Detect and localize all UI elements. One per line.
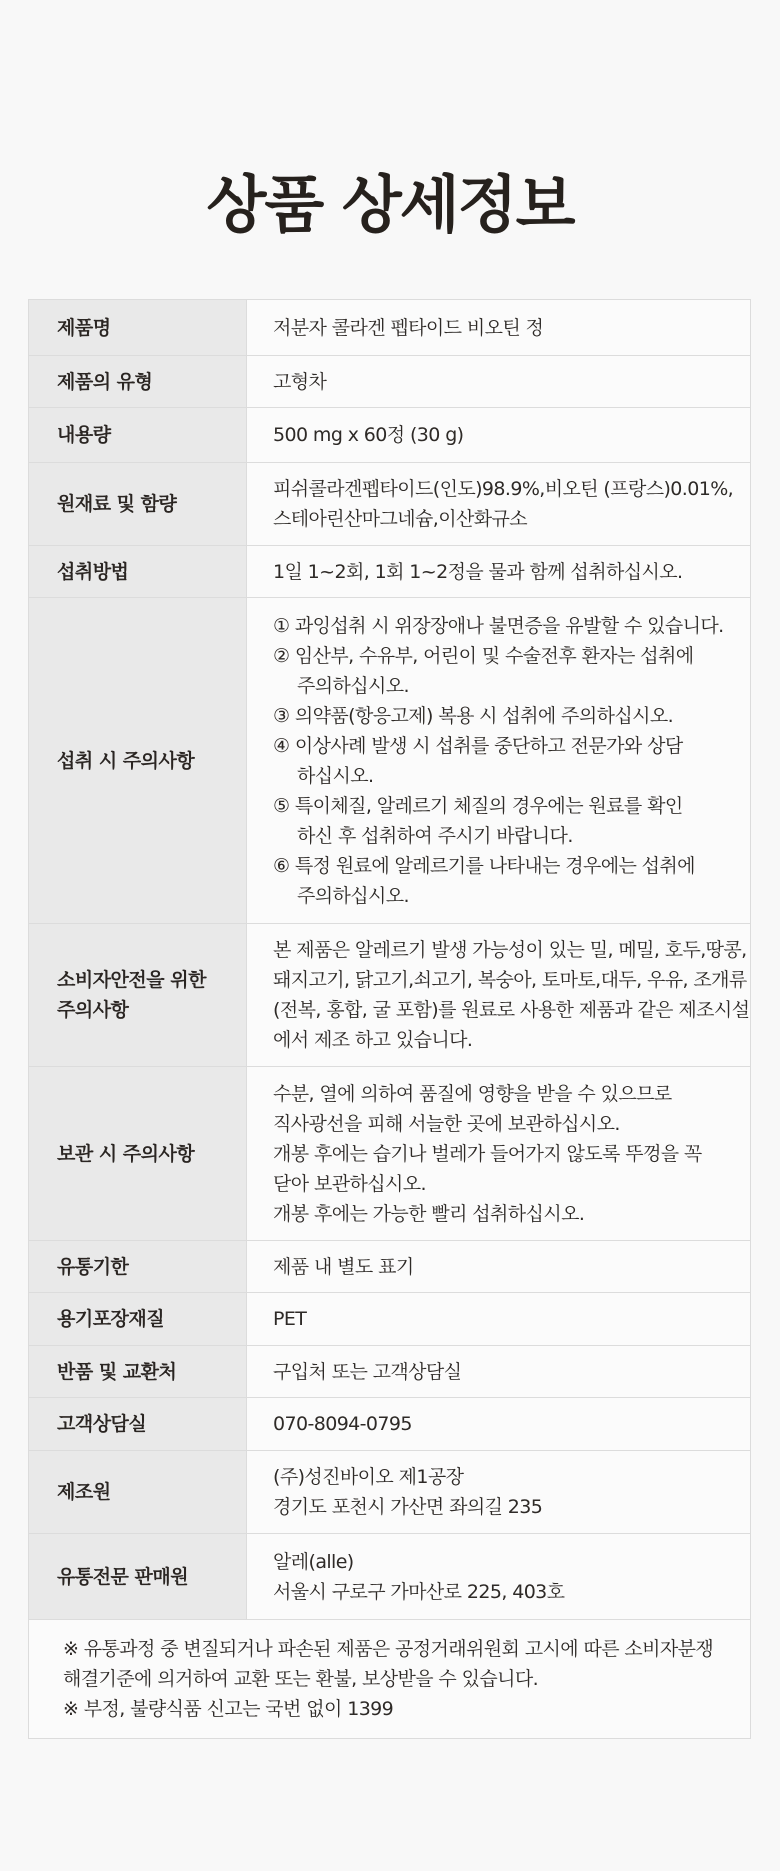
row-value <box>247 546 750 597</box>
label-text: 유통기한 <box>57 1255 129 1278</box>
value-line: ③ 의약품(항응고제) 복용 시 섭취에 주의하십시오. <box>273 704 674 727</box>
row-label <box>29 598 247 923</box>
value-line: 구입처 또는 고객상담실 <box>273 1360 462 1383</box>
value-line: 닫아 보관하십시오. <box>273 1172 426 1195</box>
product-info-table <box>28 299 751 1739</box>
row-label <box>29 356 247 407</box>
row-value <box>247 1293 750 1345</box>
label-text: 유통전문 판매원 <box>57 1565 189 1588</box>
row-label <box>29 1241 247 1292</box>
label-text: 주의사항 <box>57 999 129 1021</box>
value-line: ⑤ 특이체질, 알레르기 체질의 경우에는 원료를 확인 <box>273 794 683 817</box>
row-value <box>247 1241 750 1292</box>
value-line: PET <box>273 1308 307 1330</box>
table-row <box>29 924 750 1067</box>
value-line: 하십시오. <box>297 764 374 787</box>
label-text: 소비자안전을 위한 <box>57 969 206 991</box>
row-label <box>29 300 247 355</box>
row-value <box>247 924 757 1066</box>
row-label <box>29 463 247 545</box>
row-value <box>247 1398 750 1450</box>
value-line: (전복, 홍합, 굴 포함)를 원료로 사용한 제품과 같은 제조시설 <box>273 999 750 1021</box>
table-row <box>29 463 750 546</box>
row-label <box>29 546 247 597</box>
value-line: 스테아린산마그네슘,이산화규소 <box>273 508 527 530</box>
label-text: 용기포장재질 <box>57 1308 165 1330</box>
row-label <box>29 1067 247 1240</box>
value-line: 주의하십시오. <box>297 884 409 907</box>
table-row <box>29 1346 750 1398</box>
row-label <box>29 1293 247 1345</box>
table-row <box>29 300 750 356</box>
label-text: 내용량 <box>57 424 111 446</box>
value-line: 경기도 포천시 가산면 좌의길 235 <box>273 1496 543 1518</box>
row-label <box>29 1398 247 1450</box>
row-label <box>29 408 247 462</box>
table-row <box>29 1534 750 1620</box>
row-label <box>29 1534 247 1619</box>
value-line: 제품 내 별도 표기 <box>273 1255 414 1278</box>
label-text: 원재료 및 함량 <box>57 493 177 515</box>
value-line: ④ 이상사례 발생 시 섭취를 중단하고 전문가와 상담 <box>273 734 683 757</box>
label-text: 제품의 유형 <box>57 370 153 393</box>
notice-line: ※ 부정, 불량식품 신고는 국번 없이 1399 <box>63 1698 394 1720</box>
value-line: 1일 1~2회, 1회 1~2정을 물과 함께 섭취하십시오. <box>273 560 683 583</box>
label-text: 보관 시 주의사항 <box>57 1142 195 1165</box>
table-row <box>29 408 750 463</box>
page-title: 상품 상세정보 <box>206 168 574 241</box>
row-label <box>29 1346 247 1397</box>
value-line: 에서 제조 하고 있습니다. <box>273 1029 473 1051</box>
value-line: ⑥ 특정 원료에 알레르기를 나타내는 경우에는 섭취에 <box>273 854 695 877</box>
table-row <box>29 1398 750 1451</box>
notice-line: ※ 유통과정 중 변질되거나 파손된 제품은 공정거래위원회 고시에 따른 소비자분쟁 <box>63 1638 714 1660</box>
value-line: ① 과잉섭취 시 위장장애나 불면증을 유발할 수 있습니다. <box>273 614 724 637</box>
value-line: 본 제품은 알레르기 발생 가능성이 있는 밀, 메밀, 호두,땅콩, <box>273 939 747 961</box>
value-line: 돼지고기, 닭고기,쇠고기, 복숭아, 토마토,대두, 우유, 조개류 <box>273 969 747 991</box>
notice-line: 해결기준에 의거하여 교환 또는 환불, 보상받을 수 있습니다. <box>63 1668 539 1690</box>
row-value <box>247 463 750 545</box>
value-line: 개봉 후에는 가능한 빨리 섭취하십시오. <box>273 1202 585 1225</box>
value-line: 서울시 구로구 가마산로 225, 403호 <box>273 1580 565 1603</box>
label-text: 섭취 시 주의사항 <box>57 749 195 772</box>
row-value <box>247 408 750 462</box>
table-row <box>29 1067 750 1241</box>
value-line: 개봉 후에는 습기나 벌레가 들어가지 않도록 뚜껑을 꼭 <box>273 1142 702 1165</box>
value-line: 500 mg x 60정 (30 g) <box>273 424 464 446</box>
table-row <box>29 1293 750 1346</box>
row-label <box>29 924 247 1066</box>
table-row <box>29 356 750 408</box>
table-row <box>29 1451 750 1534</box>
row-value <box>247 1534 750 1619</box>
value-line: 수분, 열에 의하여 품질에 영향을 받을 수 있으므로 <box>273 1082 672 1105</box>
value-line: ② 임산부, 수유부, 어린이 및 수술전후 환자는 섭취에 <box>273 644 694 667</box>
row-label <box>29 1451 247 1533</box>
row-value <box>247 1067 750 1240</box>
row-value <box>247 1346 750 1397</box>
value-line: (주)성진바이오 제1공장 <box>273 1466 464 1488</box>
label-text: 섭취방법 <box>57 560 129 583</box>
row-value <box>247 300 750 355</box>
table-row <box>29 546 750 598</box>
label-text: 제조원 <box>57 1481 111 1503</box>
value-line: 070-8094-0795 <box>273 1413 412 1435</box>
label-text: 반품 및 교환처 <box>57 1360 177 1383</box>
table-row <box>29 1241 750 1293</box>
value-line: 직사광선을 피해 서늘한 곳에 보관하십시오. <box>273 1112 620 1135</box>
value-line: 하신 후 섭취하여 주시기 바랍니다. <box>297 824 573 847</box>
value-line: 주의하십시오. <box>297 674 409 697</box>
value-line: 알레(alle) <box>273 1550 354 1573</box>
value-line: 피쉬콜라겐펩타이드(인도)98.9%,비오틴 (프랑스)0.01%, <box>273 478 734 500</box>
value-line: 저분자 콜라겐 펩타이드 비오틴 정 <box>273 316 544 339</box>
label-text: 제품명 <box>57 316 111 339</box>
row-value <box>247 1451 750 1533</box>
row-value <box>247 356 750 407</box>
label-text: 고객상담실 <box>57 1413 147 1435</box>
row-value <box>247 598 750 923</box>
notice-box <box>29 1620 750 1738</box>
table-row <box>29 598 750 924</box>
value-line: 고형차 <box>273 370 327 393</box>
